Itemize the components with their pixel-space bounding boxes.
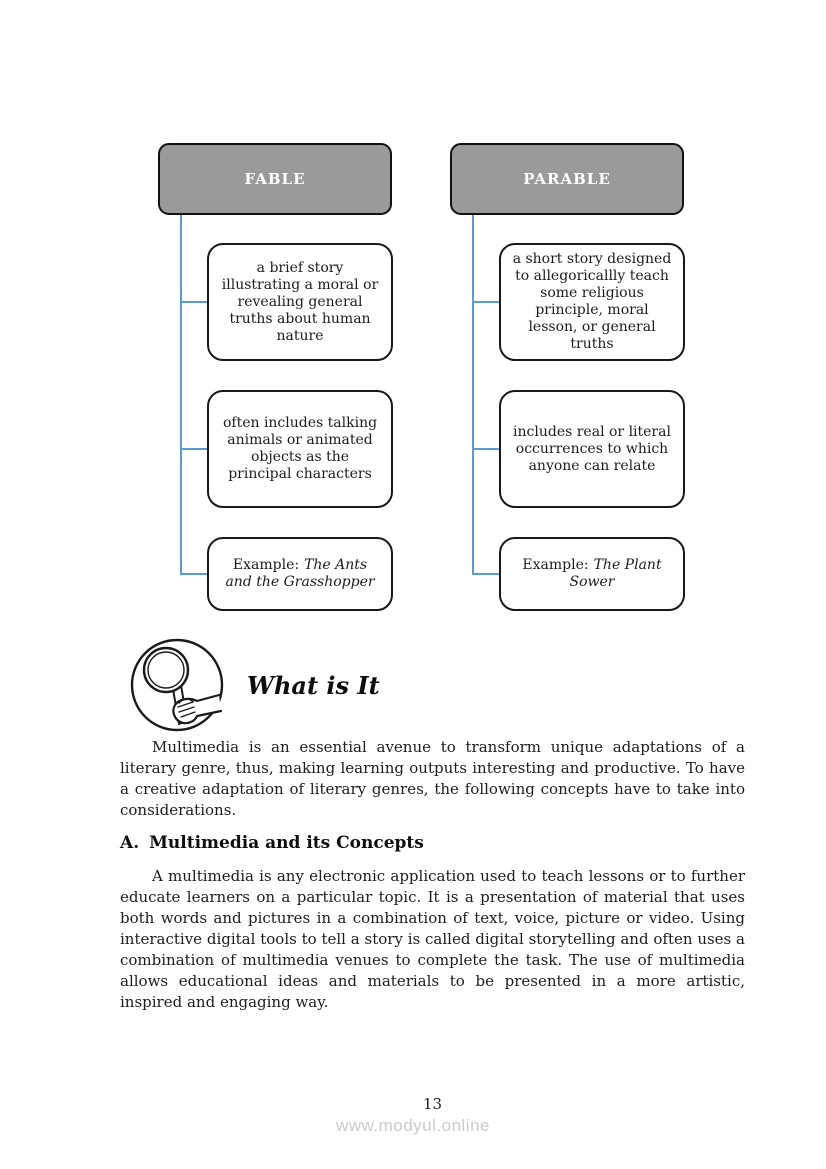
fable-characteristic-box: [207, 390, 393, 508]
parable-connector-line: [472, 215, 474, 575]
parable-characteristic-text: includes real or literal occurrences to which anyone can relate: [513, 423, 671, 474]
fable-definition-text: a brief story illustrating a moral or revealing general truths about human nature: [221, 259, 379, 344]
fable-example-box: [207, 537, 393, 611]
example-label: Example:: [232, 557, 300, 573]
parable-connector-stub: [472, 573, 499, 575]
fable-connector-line: [180, 215, 182, 575]
what-is-it-section-header: [129, 637, 380, 733]
fable-definition-box: [207, 243, 393, 361]
parable-header: [450, 143, 684, 215]
fable-example-text: [218, 557, 382, 591]
parable-definition-box: [499, 243, 685, 361]
page-number: 13: [422, 1095, 443, 1113]
fable-connector-stub: [180, 573, 207, 575]
parable-definition-text: a short story designed to allegoricallly teach some religious principle, moral lesson, or general truths: [512, 251, 672, 352]
watermark: www.modyul.online: [335, 1116, 490, 1135]
subheading-prefix: A.: [120, 833, 140, 853]
section-title: What is It: [247, 670, 380, 700]
subheading-text: Multimedia and its Concepts: [149, 833, 424, 853]
parable-example-title: The Plant Sower: [569, 557, 662, 590]
fable-connector-stub: [180, 448, 207, 450]
magnifier-icon: [129, 637, 225, 733]
parable-connector-stub: [472, 448, 499, 450]
fable-characteristic-text: often includes talking animals or animated objects as the principal characters: [222, 415, 378, 482]
fable-header: [158, 143, 392, 215]
fable-header-label: FABLE: [244, 170, 306, 188]
fable-column: [158, 143, 392, 613]
parable-column: [450, 143, 684, 613]
subheading-multimedia-concepts: [120, 833, 745, 853]
fable-example-title: The Ants and the Grasshopper: [225, 557, 375, 590]
parable-example-text: [510, 557, 674, 591]
intro-paragraph: Multimedia is an essential avenue to transform unique adaptations of a literary genre, thus, making learning outputs interesting and productive. To have a creative adaptation of literary genres, the following concepts have to take into considerations.: [120, 738, 745, 819]
example-label: Example:: [522, 557, 589, 573]
body-paragraph: A multimedia is any electronic application used to teach lessons or to further educate learners on a particular topic. It is a presentation of material that uses both words and pictures in a combination of text, voice, picture or video. Using interactive digital tools to tell a story is called digital storytelling and often uses a combination of multimedia venues to complete the task. The use of multimedia allows educational ideas and materials to be presented in a more artistic, inspired and engaging way.: [120, 867, 745, 1011]
fable-connector-stub: [180, 301, 207, 303]
parable-connector-stub: [472, 301, 499, 303]
parable-characteristic-box: [499, 390, 685, 508]
parable-example-box: [499, 537, 685, 611]
parable-header-label: PARABLE: [523, 170, 611, 188]
